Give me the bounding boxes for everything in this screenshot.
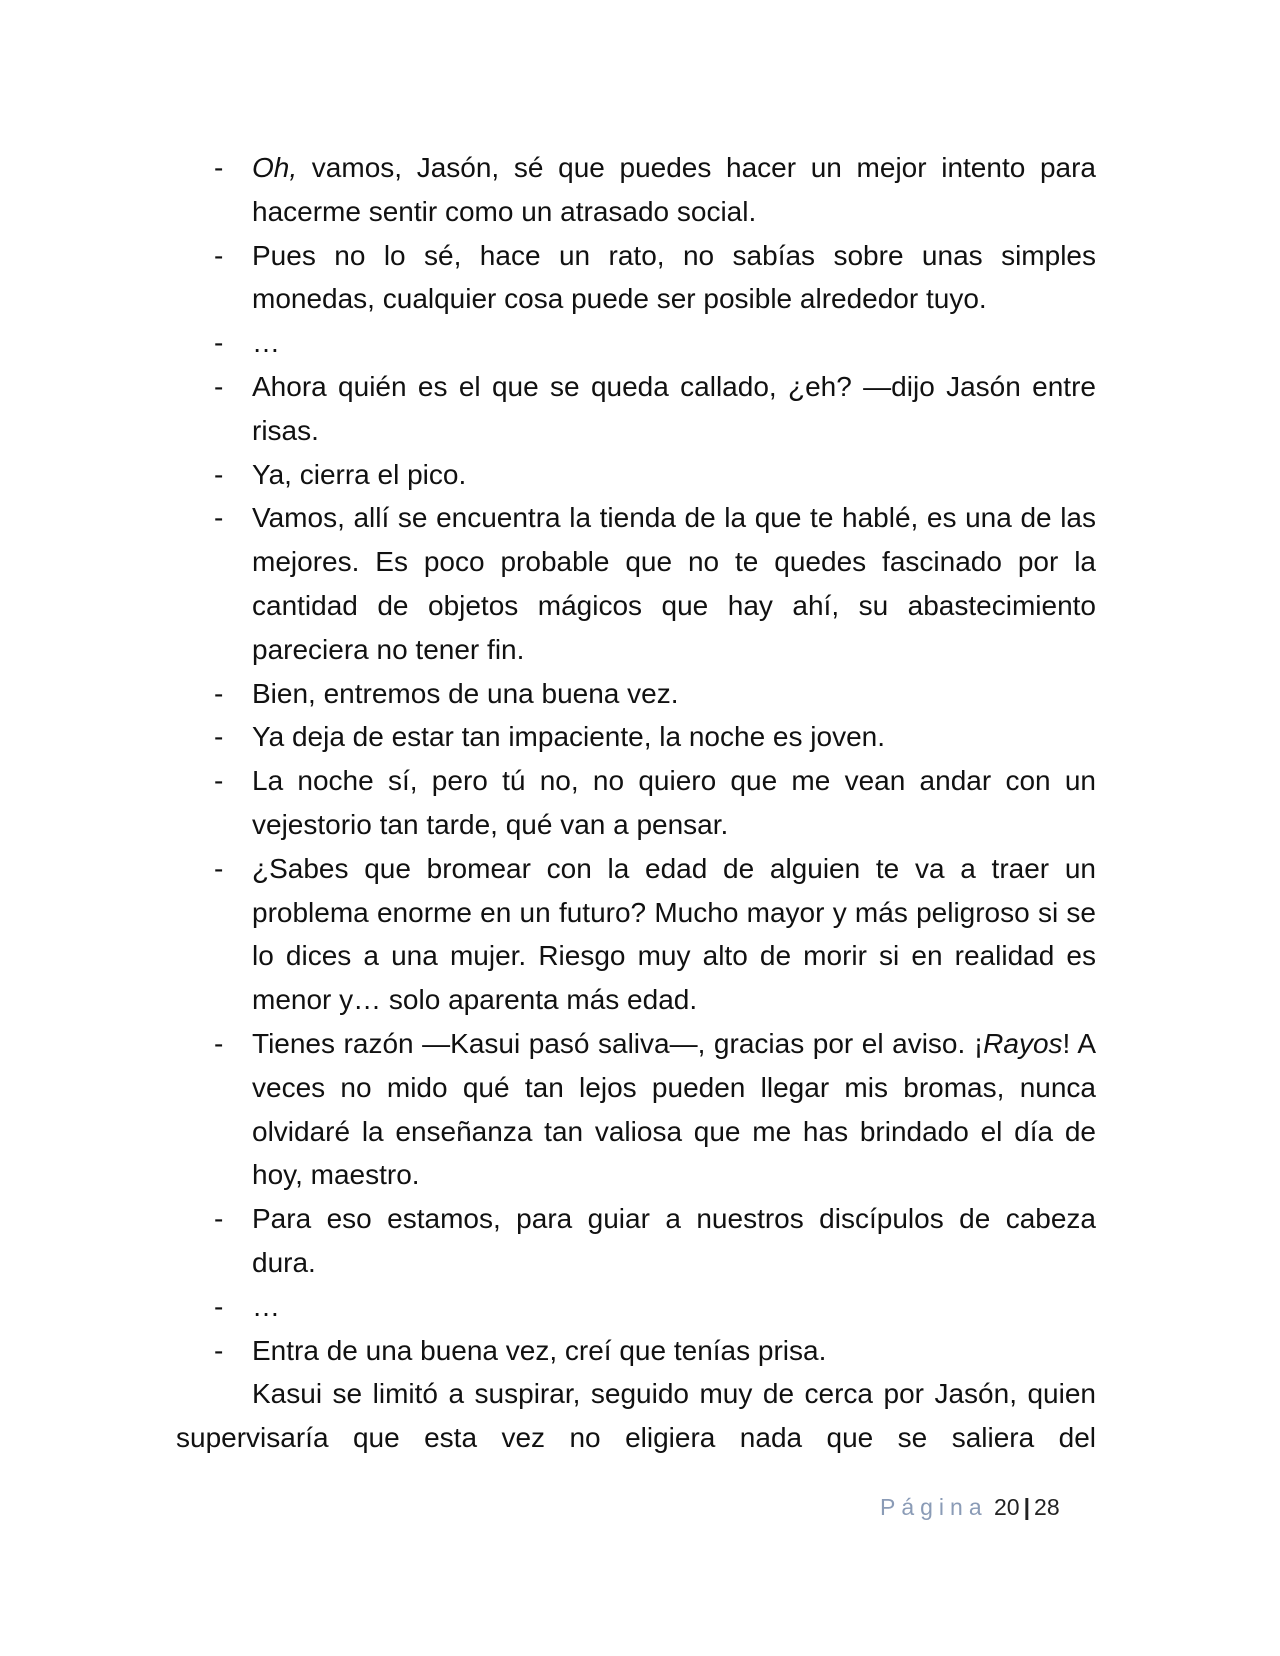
dialogue-dash: -	[214, 502, 224, 534]
dialogue-dash: -	[214, 1334, 224, 1366]
dialogue-text: Ahora quién es el que se queda callado, ¿eh? —dijo Jasón entre risas.	[252, 370, 1096, 446]
dialogue-line	[176, 453, 1096, 497]
dialogue-text: vamos, Jasón, sé que puedes hacer un mejor intento para hacerme sentir como un atrasado social.	[252, 152, 1096, 227]
dialogue-text: La noche sí, pero tú no, no quiero que me vean andar con un vejestorio tan tarde, qué van a pensar.	[252, 765, 1096, 840]
dialogue-text: Ya, cierra el pico.	[252, 458, 467, 490]
page-total: 28	[1034, 1494, 1060, 1520]
dialogue-dash: -	[214, 852, 224, 884]
dialogue-dash: -	[214, 765, 224, 797]
dialogue-line	[176, 365, 1096, 453]
dialogue-line	[176, 1022, 1096, 1197]
dialogue-dash: -	[214, 370, 224, 402]
dialogue-text: …	[252, 327, 280, 359]
dialogue-text: ! A veces no mido qué tan lejos pueden llegar mis bromas, nunca olvidaré la enseñanza tan valiosa que me has brindado el día de hoy, maestro.	[252, 1027, 1096, 1191]
dialogue-text: Tienes razón —Kasui pasó saliva—, gracias por el aviso. ¡	[252, 1027, 984, 1059]
italic-text: Rayos	[983, 1027, 1063, 1059]
dialogue-dash: -	[214, 721, 224, 753]
dialogue-line	[176, 1329, 1096, 1373]
dialogue-line	[176, 1285, 1096, 1329]
dialogue-text: Para eso estamos, para guiar a nuestros discípulos de cabeza dura.	[252, 1203, 1096, 1278]
narration-paragraph: Kasui se limitó a suspirar, seguido muy de cerca por Jasón, quien supervisaría que esta vez no eligiera nada que se saliera del	[176, 1378, 1096, 1454]
dialogue-line	[176, 234, 1096, 322]
page-word: Página	[880, 1494, 988, 1520]
italic-text: Oh,	[252, 152, 298, 183]
dialogue-dash: -	[214, 1290, 224, 1322]
page-body	[176, 146, 1096, 1460]
dialogue-dash: -	[214, 458, 224, 490]
dialogue-dash: -	[214, 677, 224, 709]
page-separator: |	[1023, 1494, 1031, 1520]
dialogue-line	[176, 496, 1096, 671]
dialogue-dash: -	[214, 239, 224, 271]
dialogue-list	[176, 146, 1096, 1372]
dialogue-text: Pues no lo sé, hace un rato, no sabías sobre unas simples monedas, cualquier cosa puede ser posible alrededor tuyo.	[252, 239, 1096, 315]
dialogue-line	[176, 321, 1096, 365]
dialogue-line	[176, 1197, 1096, 1285]
dialogue-text: Bien, entremos de una buena vez.	[252, 677, 679, 709]
dialogue-dash: -	[214, 1027, 224, 1059]
dialogue-text: Ya deja de estar tan impaciente, la noche es joven.	[252, 721, 885, 753]
dialogue-line	[176, 715, 1096, 759]
dialogue-line	[176, 759, 1096, 847]
dialogue-dash: -	[214, 327, 224, 359]
dialogue-line	[176, 847, 1096, 1022]
dialogue-text: …	[252, 1290, 280, 1322]
dialogue-text: Vamos, allí se encuentra la tienda de la que te hablé, es una de las mejores. Es poco probable que no te quedes fascinado por la cantidad de objetos mágicos que hay ahí, su abastecimiento pareciera no tener fin.	[252, 502, 1096, 665]
dialogue-text: ¿Sabes que bromear con la edad de alguien te va a traer un problema enorme en un futuro? Mucho mayor y más peligroso si se lo dices a una mujer. Riesgo muy alto de morir si en realidad es menor y… solo aparenta más edad.	[252, 852, 1096, 1016]
dialogue-line	[176, 672, 1096, 716]
dialogue-text: Entra de una buena vez, creí que tenías prisa.	[252, 1334, 827, 1366]
page-current: 20	[994, 1494, 1020, 1520]
dialogue-dash: -	[214, 152, 224, 183]
dialogue-line	[176, 146, 1096, 234]
dialogue-dash: -	[214, 1203, 224, 1235]
page-number-footer	[880, 1492, 1060, 1522]
